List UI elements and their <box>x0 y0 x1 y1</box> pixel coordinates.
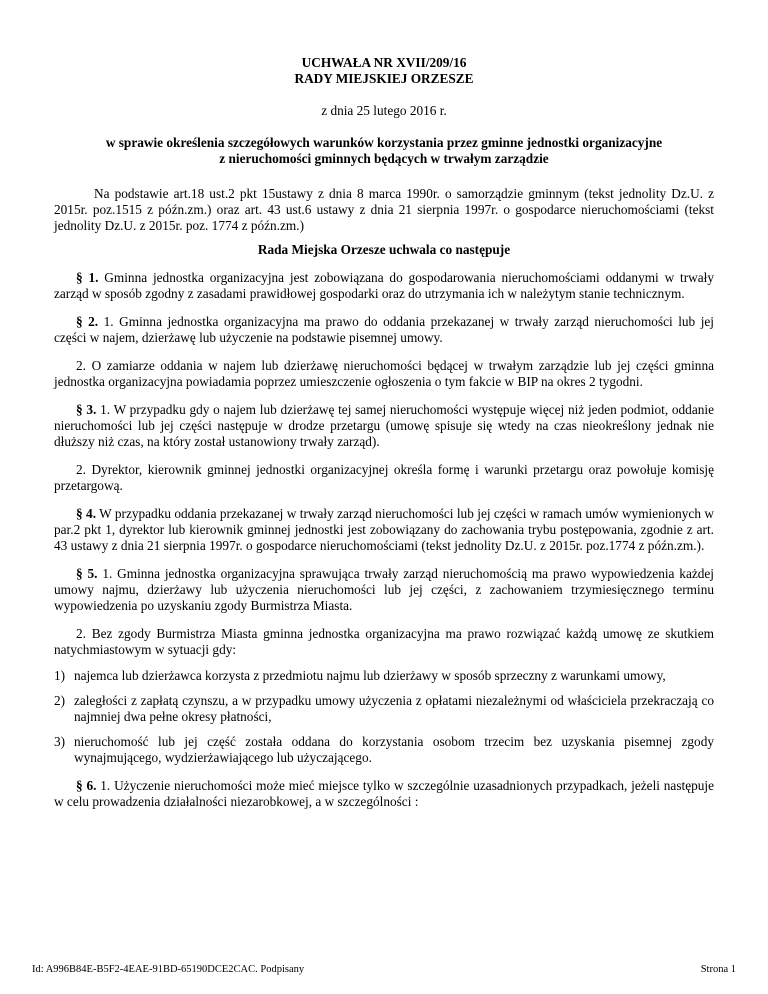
section-5-list <box>54 668 714 766</box>
list-item <box>54 734 714 766</box>
section-5-paragraph-2: 2. Bez zgody Burmistrza Miasta gminna jednostka organizacyjna ma prawo rozwiązać każdą umowę ze skutkiem natychmiastowym w sytuacji gdy: <box>54 626 714 657</box>
list-item-number: 2) <box>54 693 66 708</box>
subject-line-1: w sprawie określenia szczegółowych warunków korzystania przez gminne jednostki organizacyjne <box>105 135 663 150</box>
resolution-number: UCHWAŁA NR XVII/209/16 <box>301 55 467 70</box>
section-3-text-1: 1. W przypadku gdy o najem lub dzierżawę tej samej nieruchomości występuje więcej niż jeden podmiot, oddanie nieruchomości lub jej części następuje w drodze przetargu (umowę spisuje się wtedy na czas nieokreślony jednak nie dłuższy niż czas, na który został ustanowiony trwały zarząd). <box>54 402 714 449</box>
section-1-label: § 1. <box>76 270 99 285</box>
list-item <box>54 693 714 725</box>
section-1 <box>54 270 714 302</box>
list-item-number: 3) <box>54 734 66 749</box>
section-4 <box>54 506 714 554</box>
section-2-label: § 2. <box>76 314 99 329</box>
section-4-label: § 4. <box>76 506 97 521</box>
list-item-text: najemca lub dzierżawca korzysta z przedmiotu najmu lub dzierżawy w sposób sprzeczny z warunkami umowy, <box>74 668 666 683</box>
section-3-paragraph-1 <box>54 402 714 450</box>
subject-line-2: z nieruchomości gminnych będących w trwałym zarządzie <box>219 151 549 166</box>
section-6-paragraph-1 <box>54 778 714 810</box>
section-2-paragraph-1 <box>54 314 714 346</box>
page-number: Strona 1 <box>700 964 736 975</box>
legal-basis: Na podstawie art.18 ust.2 pkt 15ustawy z dnia 8 marca 1990r. o samorządzie gminnym (tekst jednolity Dz.U. z 2015r. poz.1515 z późn.zm.) oraz art. 43 ust.6 ustawy z dnia 21 sierpnia 1997r. o gospodarce nieruchomościami (tekst jednolity Dz.U. z 2015r. poz. 1774 z późn.zm.) <box>54 186 714 233</box>
council-name: RADY MIEJSKIEJ ORZESZE <box>294 71 474 86</box>
section-5-label: § 5. <box>76 566 98 581</box>
document-content <box>54 55 714 810</box>
section-3-label: § 3. <box>76 402 97 417</box>
section-2-paragraph-2: 2. O zamiarze oddania w najem lub dzierżawę nieruchomości będącej w trwałym zarządzie lub jej części gminna jednostka organizacyjna powiadamia poprzez umieszczenie ogłoszenia o tym fakcie w BIP na okres 2 tygodni. <box>54 358 714 389</box>
resolution-subject <box>54 135 714 167</box>
section-6-label: § 6. <box>76 778 97 793</box>
list-item <box>54 668 714 684</box>
section-1-text: Gminna jednostka organizacyjna jest zobowiązana do gospodarowania nieruchomościami oddanymi w trwały zarząd w sposób zgodny z zasadami prawidłowej gospodarki oraz do utrzymania ich w należytym stanie technicznym. <box>54 270 714 301</box>
document-id: Id: A996B84E-B5F2-4EAE-91BD-65190DCE2CAC. Podpisany <box>32 964 305 975</box>
section-2-text-1: 1. Gminna jednostka organizacyjna ma prawo do oddania przekazanej w trwały zarząd nieruchomości lub jej części w najem, dzierżawę lub użyczenie na podstawie pisemnej umowy. <box>54 314 715 345</box>
document-header <box>54 55 714 167</box>
resolves-heading: Rada Miejska Orzesze uchwala co następuje <box>257 242 511 257</box>
list-item-text: zaległości z zapłatą czynszu, a w przypadku umowy użyczenia z opłatami niezależnymi od właściciela przekraczają co najmniej dwa pełne okresy płatności, <box>74 693 714 724</box>
resolution-date: z dnia 25 lutego 2016 r. <box>321 103 447 118</box>
section-4-text: W przypadku oddania przekazanej w trwały zarząd nieruchomości lub jej części w ramach umów wymienionych w par.2 pkt 1, dyrektor lub kierownik gminnej jednostki jest zobowiązany do zachowania trybu postępowania, zgodnie z art. 43 ustawy z dnia 21 sierpnia 1997r. o gospodarce nieruchomościami (tekst jednolity Dz.U. z 2015r. poz.1774 z późn.zm.). <box>54 506 714 553</box>
list-item-number: 1) <box>54 668 66 683</box>
section-5-paragraph-1 <box>54 566 714 614</box>
section-6-text-1: 1. Użyczenie nieruchomości może mieć miejsce tylko w szczególnie uzasadnionych przypadkach, jeżeli następuje w celu prowadzenia działalności niezarobkowej, a w szczególności : <box>54 778 714 809</box>
section-3-paragraph-2: 2. Dyrektor, kierownik gminnej jednostki organizacyjnej określa formę i warunki przetargu oraz powołuje komisję przetargową. <box>54 462 714 493</box>
list-item-text: nieruchomość lub jej część została oddana do korzystania osobom trzecim bez uzyskania pisemnej zgody wynajmującego, wydzierżawiającego lub użyczającego. <box>74 734 714 765</box>
section-5-text-1: 1. Gminna jednostka organizacyjna sprawująca trwały zarząd nieruchomością ma prawo wypowiedzenia każdej umowy najmu, dzierżawy lub użyczenia nieruchomości lub jej części, z zachowaniem trzymiesięcznego terminu wypowiedzenia po uzyskaniu zgody Burmistrza Miasta. <box>54 566 714 613</box>
